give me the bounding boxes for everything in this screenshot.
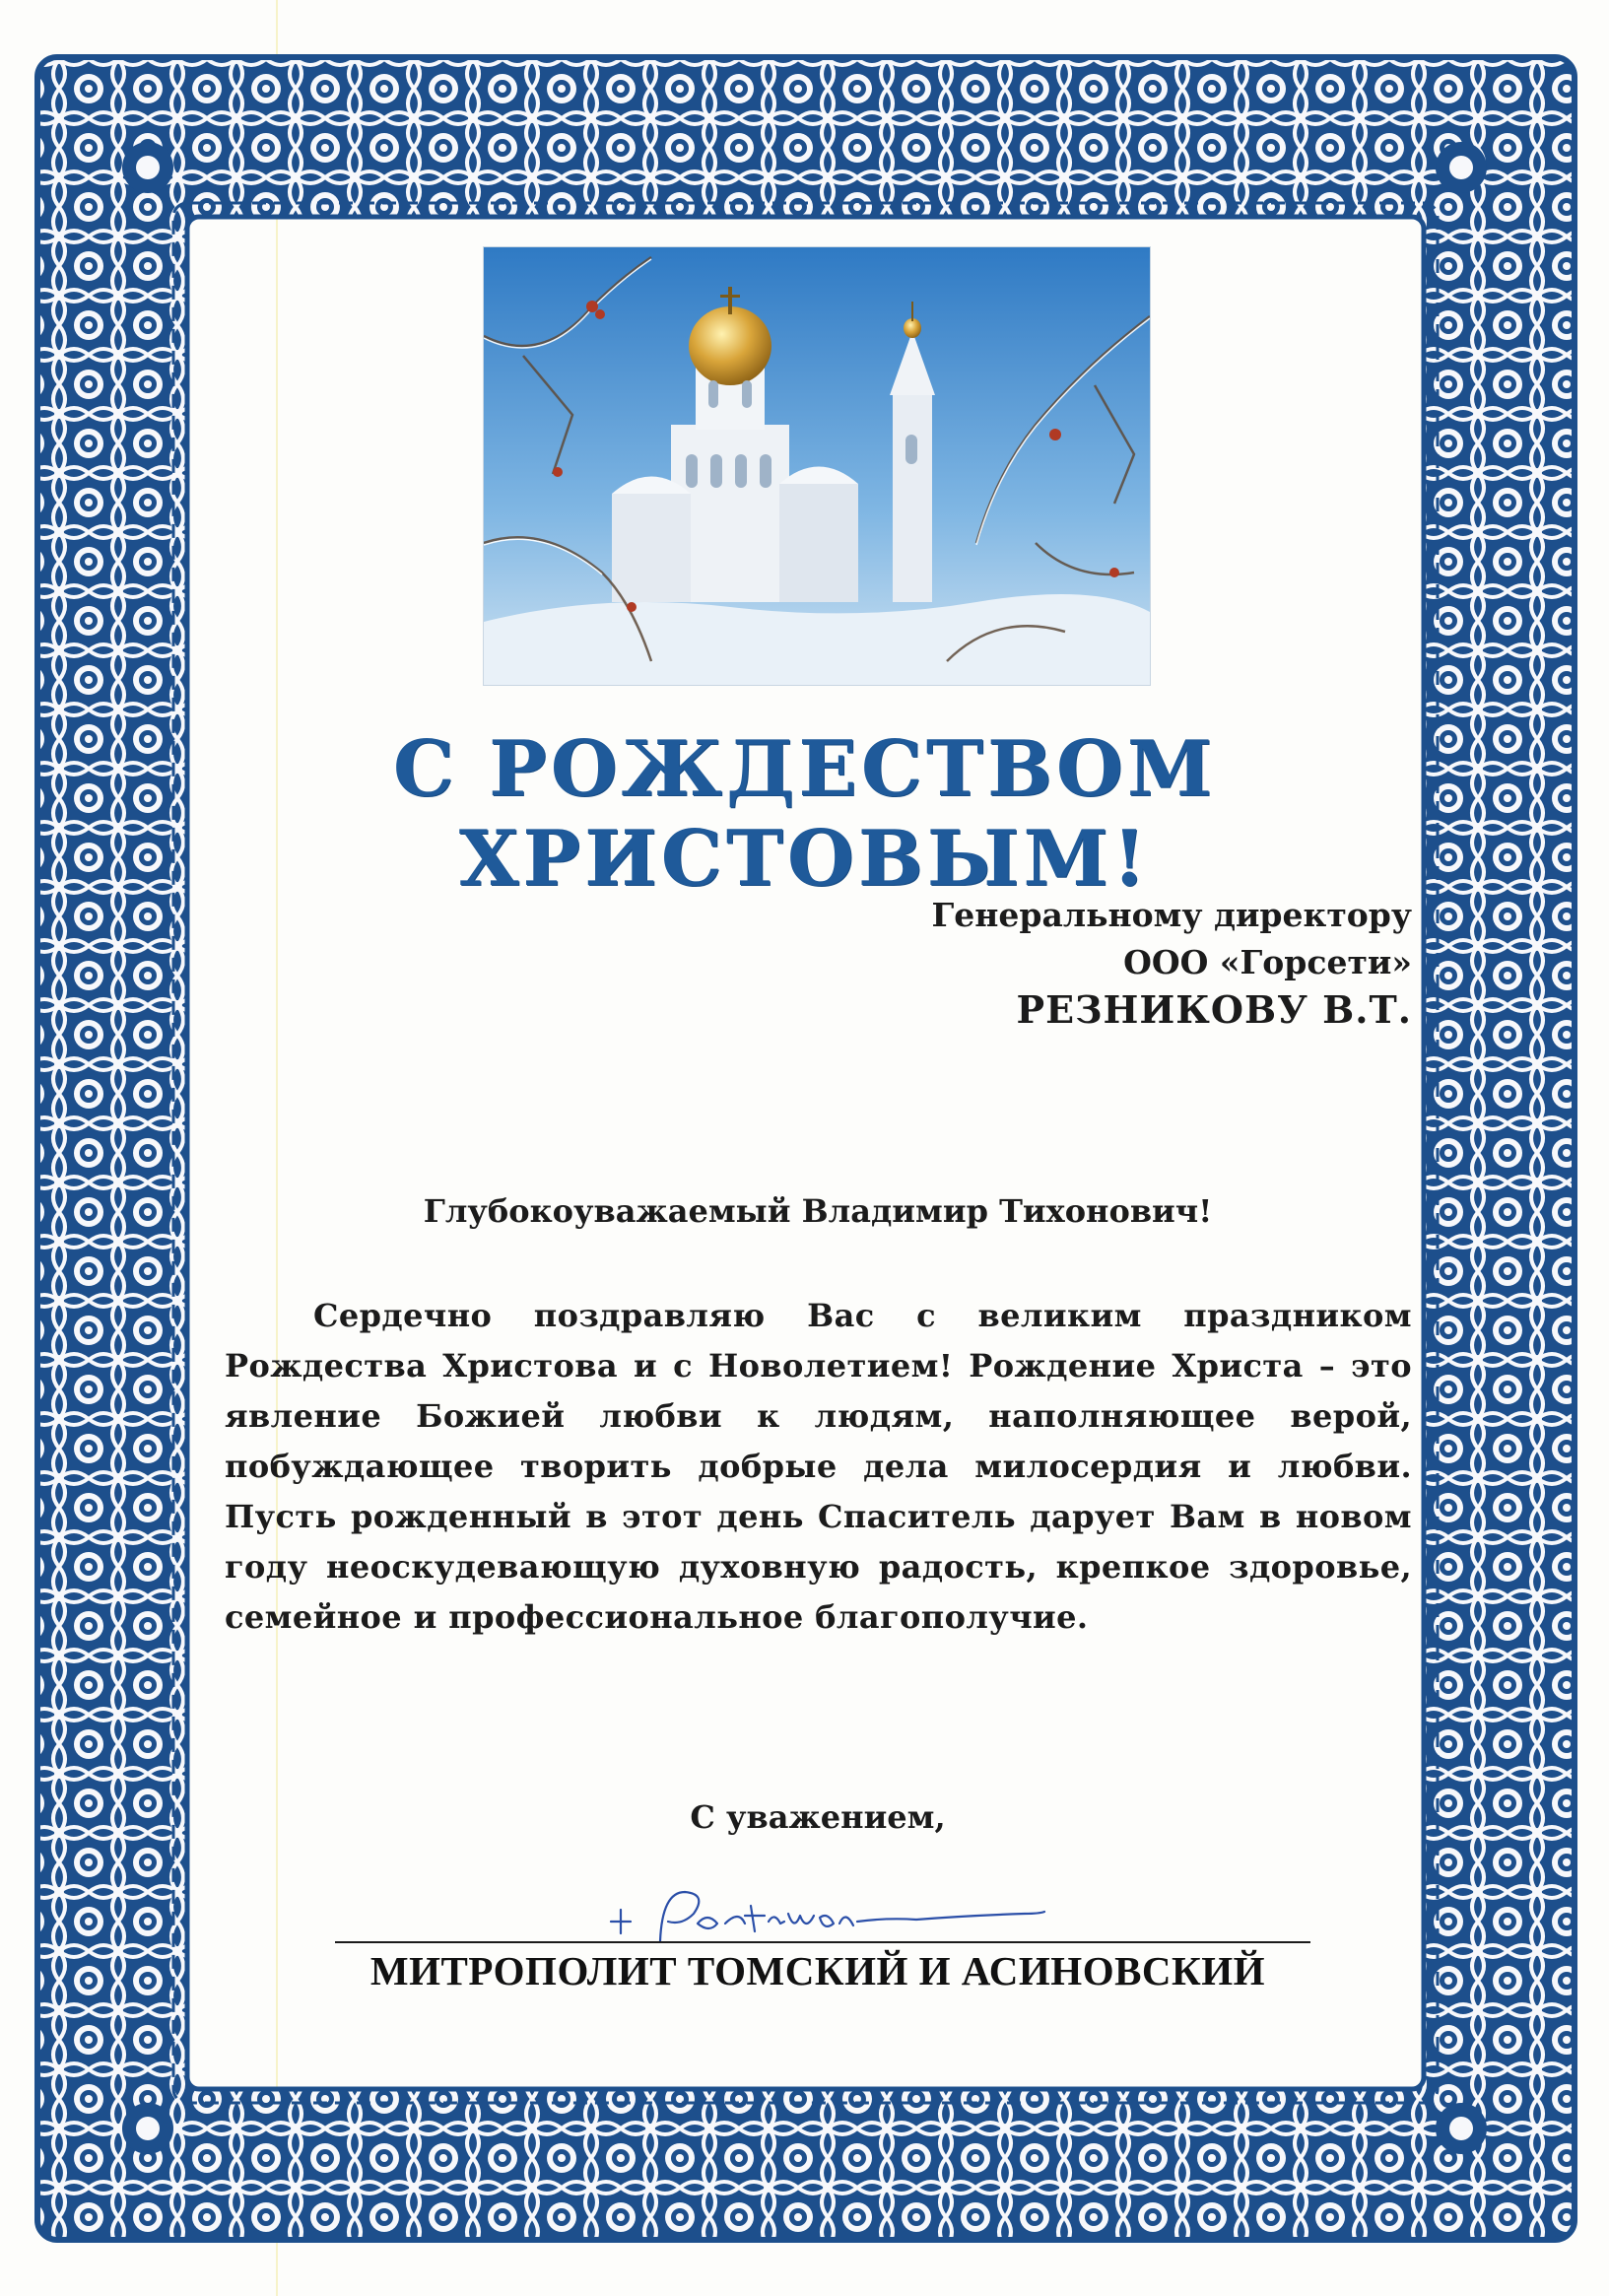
signature-line [335,1941,1310,1943]
title: С РОЖДЕСТВОМ ХРИСТОВЫМ! [392,724,1217,904]
handwritten-signature [591,1853,1064,1961]
addressee-name: РЕЗНИКОВУ В.Т. [1016,987,1412,1032]
addressee-company: ООО «Горсети» [1123,943,1412,981]
signer-title: МИТРОПОЛИТ ТОМСКИЙ И АСИНОВСКИЙ [369,1948,1266,1993]
greeting: Глубокоуважаемый Владимир Тихонович! [423,1192,1213,1230]
addressee-block [722,892,1412,1034]
church-photo [483,246,1151,686]
addressee-position: Генеральному директору [931,896,1412,934]
closing: С уважением, [690,1798,946,1836]
body-paragraph: Сердечно поздравляю Вас с великим праздником Рождества Христова и с Новолетием! Рождение Христа – это явление Божией любви к людям, наполняющее верой, побуждающее творить добрые дела милосердия и любви. Пусть рожденный в этот день Спаситель дарует Вам в новом году неоскудевающую духовную радость, крепкое здоровье, семейное и профессиональное благополучие. [225,1297,1412,1636]
